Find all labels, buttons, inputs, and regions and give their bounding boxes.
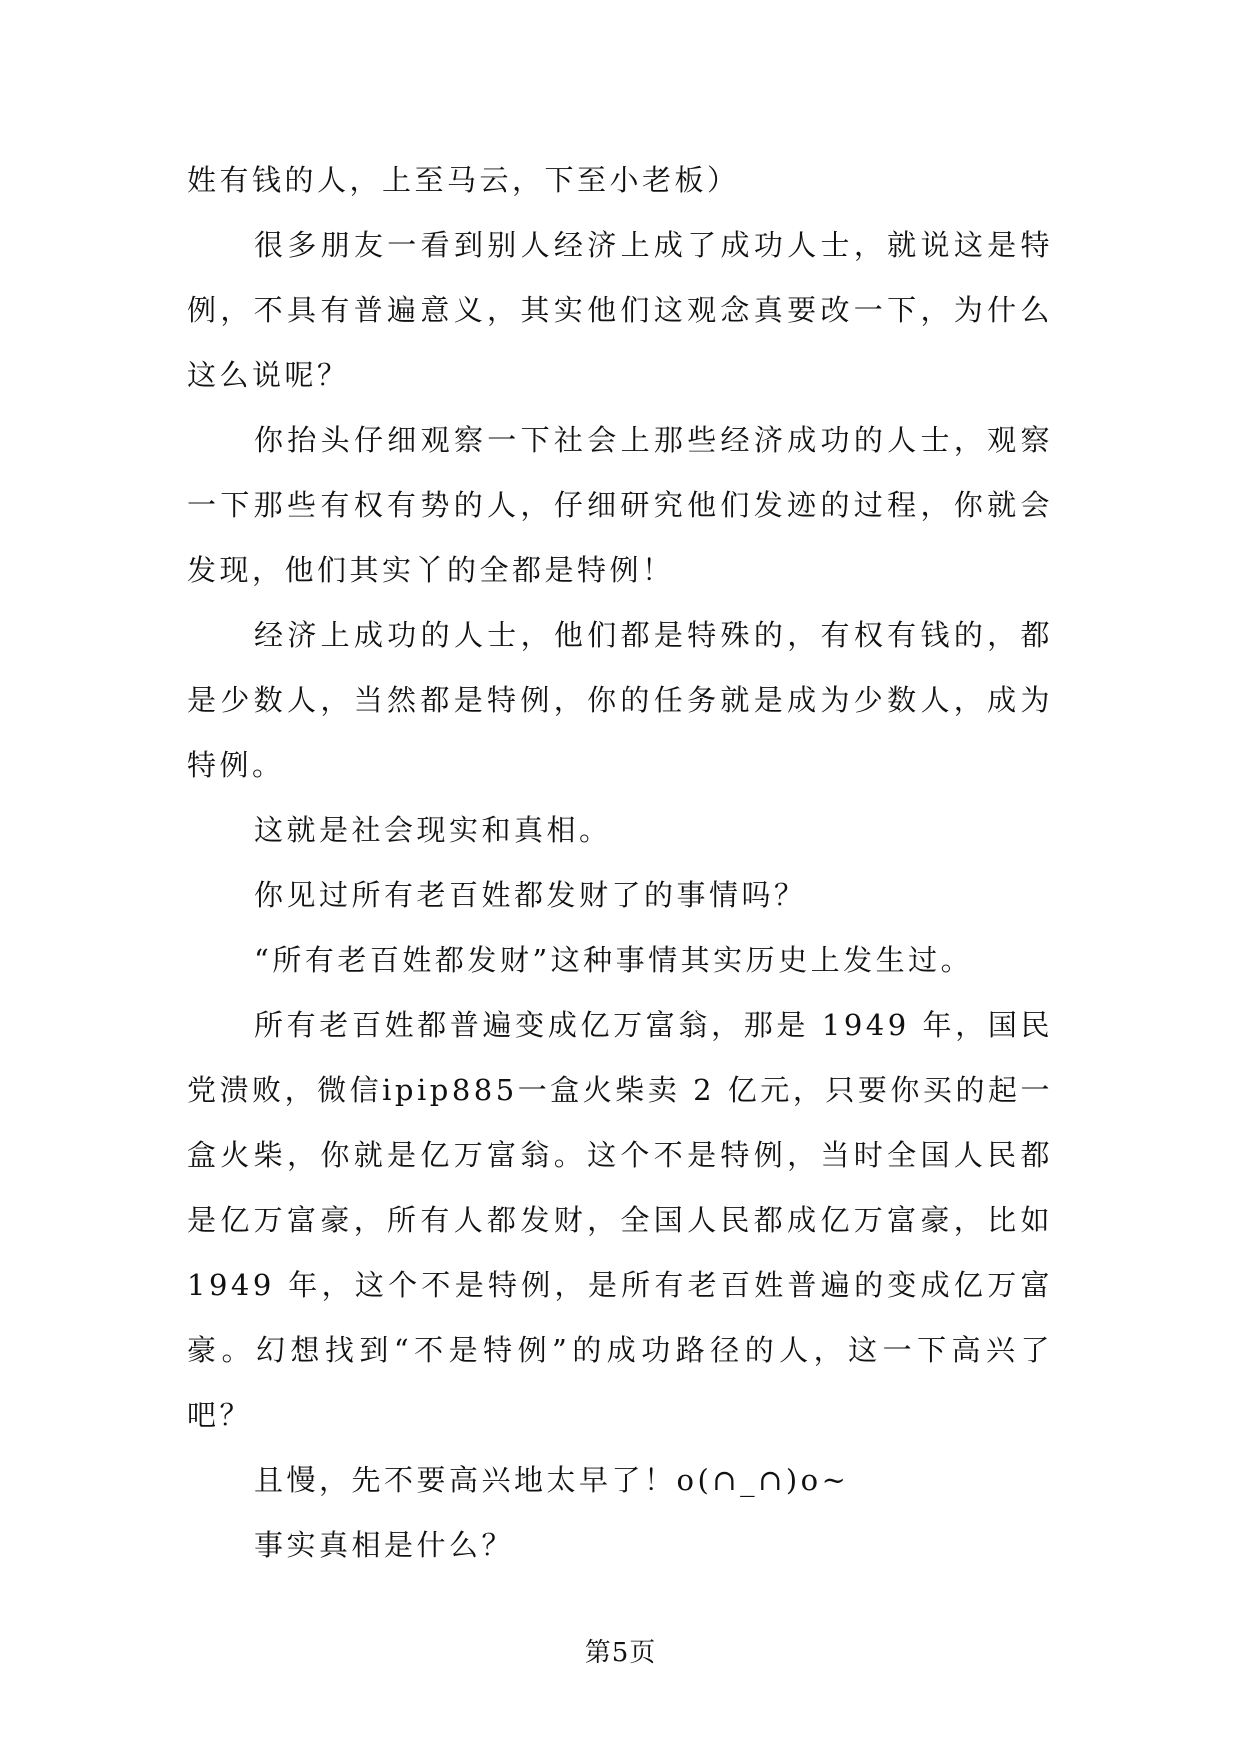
body-text [187, 148, 1053, 1578]
paragraph-9: 且慢，先不要高兴地太早了！o(∩_∩)o~ [254, 1463, 850, 1497]
paragraph-7: “所有老百姓都发财”这种事情其实历史上发生过。 [254, 943, 974, 977]
paragraph-6: 你见过所有老百姓都发财了的事情吗？ [254, 878, 807, 912]
paragraph-5: 这就是社会现实和真相。 [254, 813, 612, 847]
page-number: 第5页 [584, 1638, 657, 1668]
paragraph-10: 事实真相是什么？ [254, 1528, 515, 1562]
paragraph-2: 很多朋友一看到别人经济上成了成功人士，就说这是特例，不具有普遍意义，其实他们这观念真要改一下，为什么这么说呢？ [187, 228, 1053, 392]
paragraph-3: 你抬头仔细观察一下社会上那些经济成功的人士，观察一下那些有权有势的人，仔细研究他们发迹的过程，你就会发现，他们其实丫的全都是特例！ [187, 423, 1053, 587]
paragraph-1: 姓有钱的人，上至马云，下至小老板） [187, 163, 740, 197]
paragraph-4: 经济上成功的人士，他们都是特殊的，有权有钱的，都是少数人，当然都是特例，你的任务就是成为少数人，成为特例。 [187, 618, 1053, 782]
paragraph-8: 所有老百姓都普遍变成亿万富翁，那是 1949 年，国民党溃败，微信ipip885一盒火柴卖 2 亿元，只要你买的起一盒火柴，你就是亿万富翁。这个不是特例，当时全国人民都是亿万富豪，所有人都发财，全国人民都成亿万富豪，比如 1949 年，这个不是特例，是所有老百姓普遍的变成亿万富豪。幻想找到“不是特例”的成功路径的人，这一下高兴了吧？ [187, 1008, 1053, 1432]
